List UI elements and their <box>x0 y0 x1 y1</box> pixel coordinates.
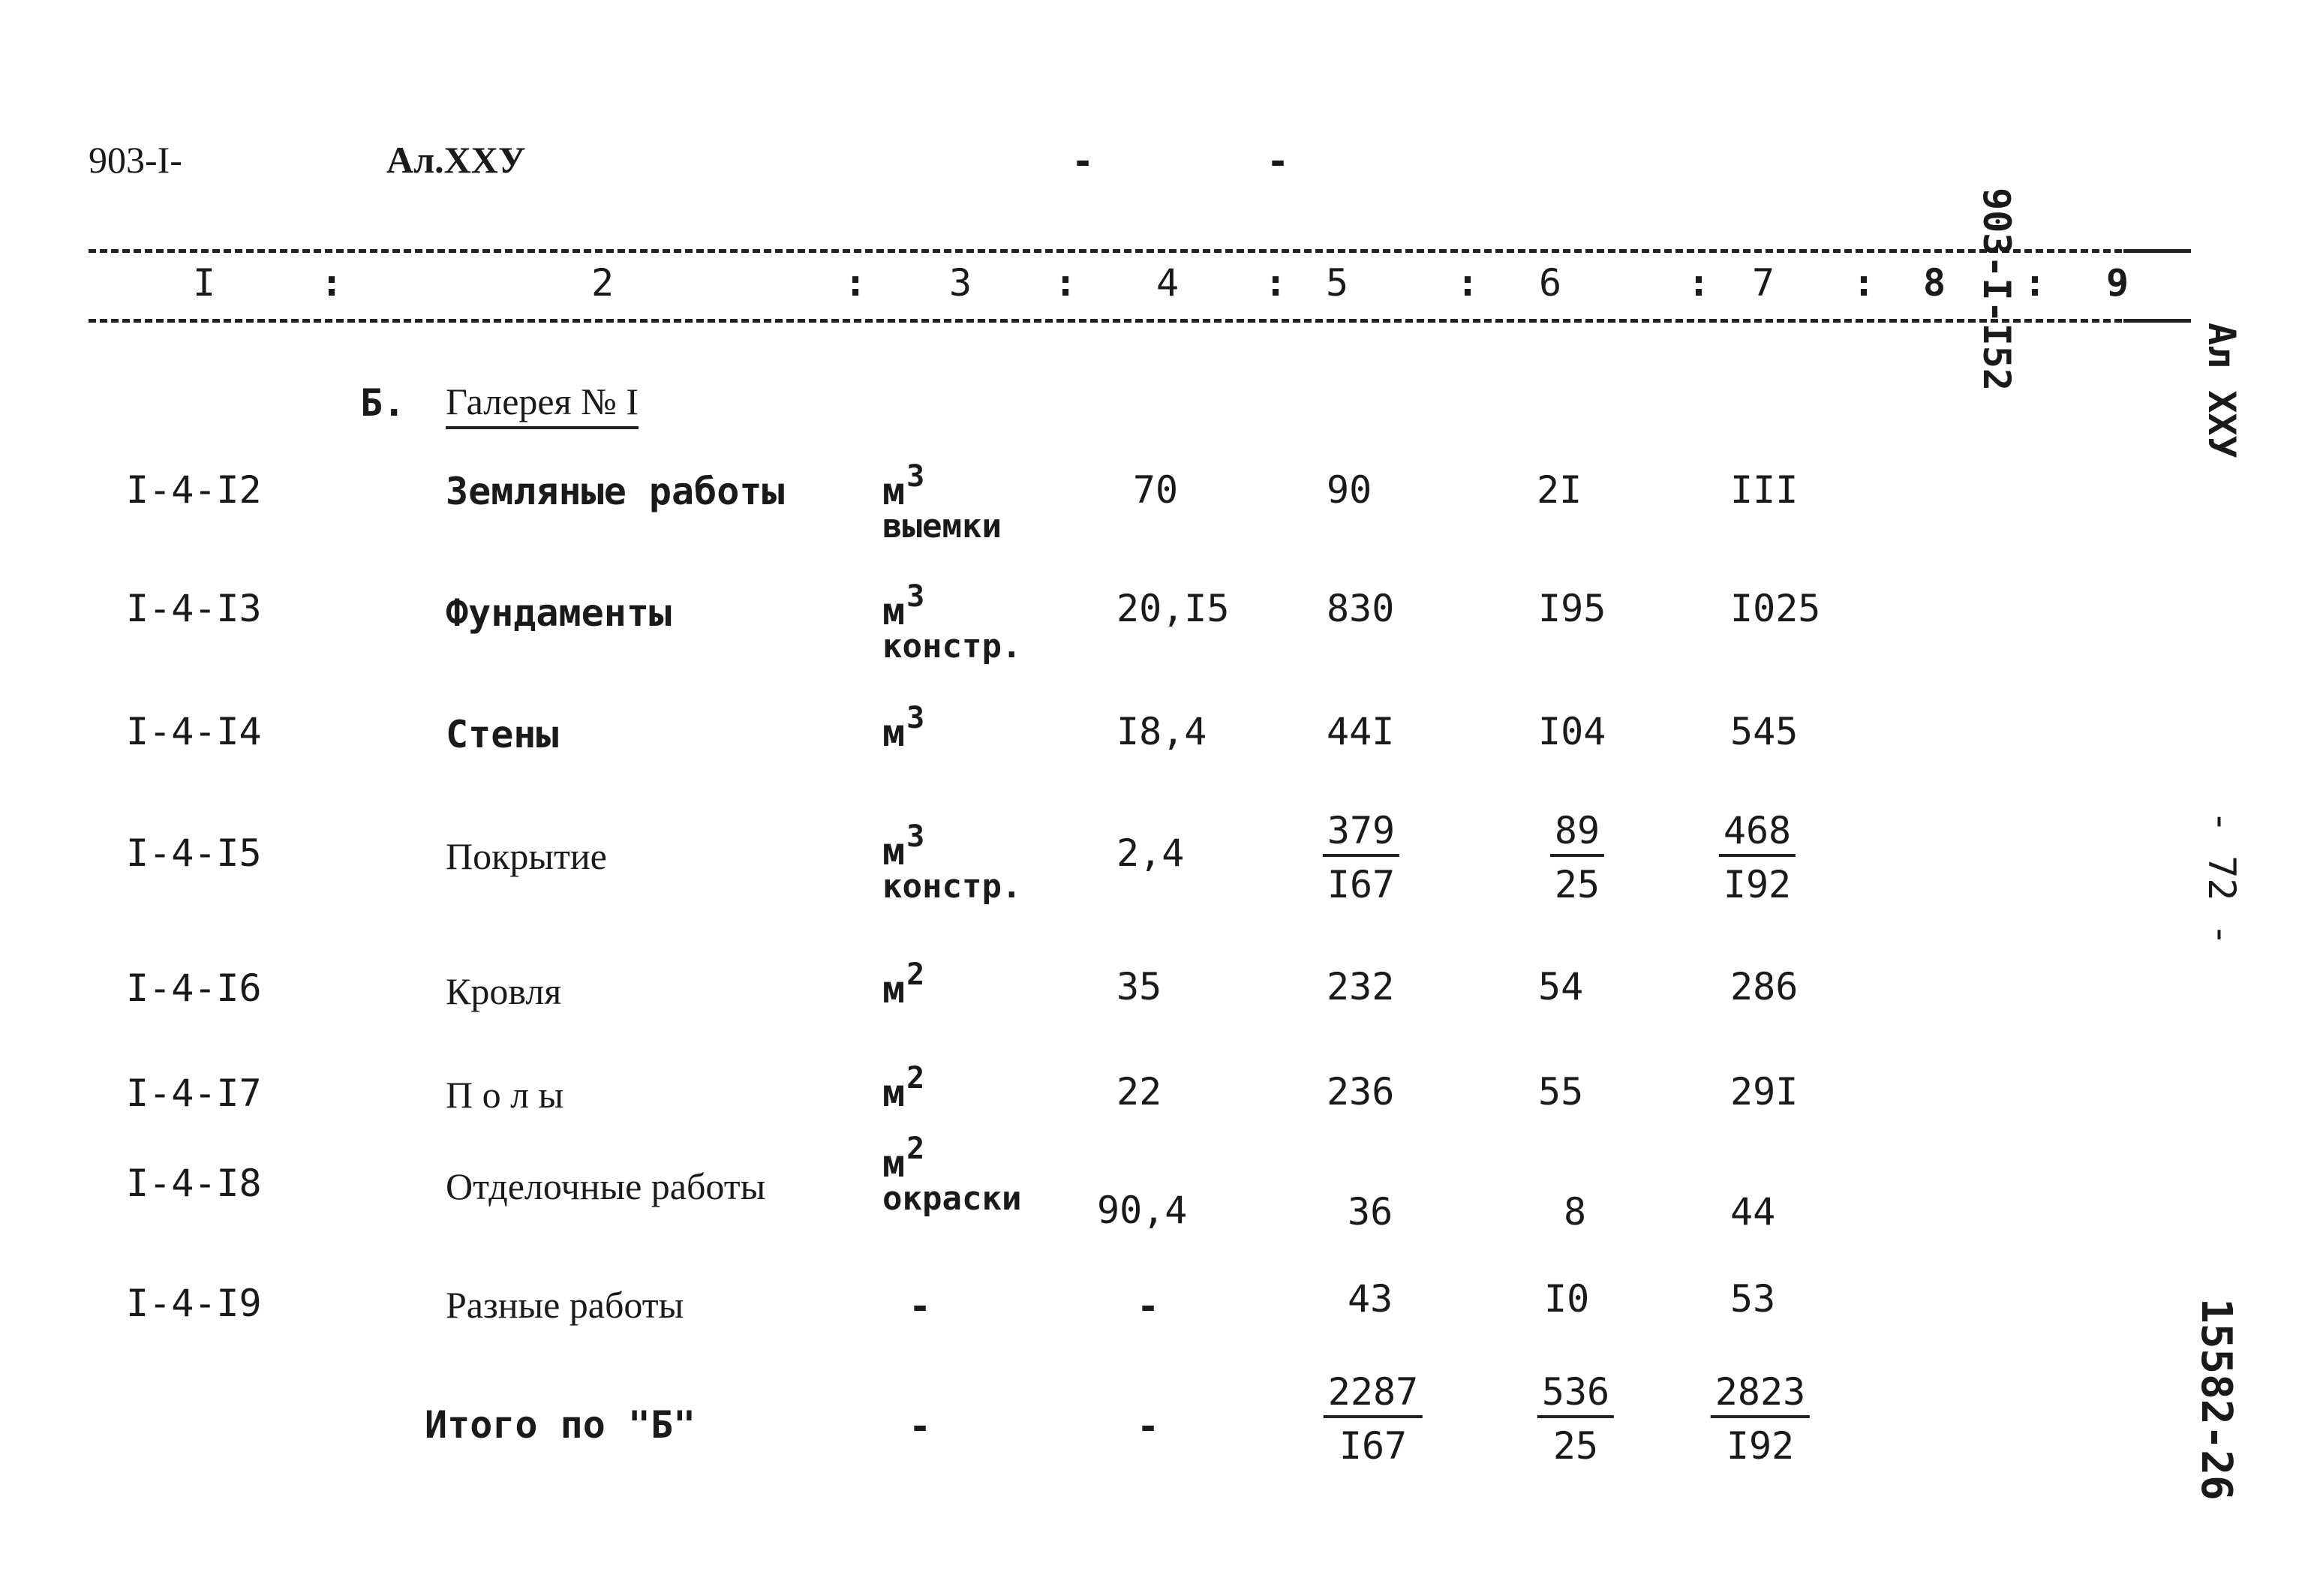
row-cost-6: I95 <box>1538 587 1606 630</box>
row-name: Отделочные работы <box>446 1165 766 1207</box>
row-unit: $м^3$ выемки <box>882 459 1002 546</box>
page-number: - 72 - <box>2200 810 2243 946</box>
row-cost-6: I0 <box>1544 1277 1590 1321</box>
col-separator: : <box>1053 261 1077 305</box>
col-separator: : <box>1264 261 1288 305</box>
header-rule-top-end <box>2123 249 2191 253</box>
col-separator: : <box>1852 261 1876 305</box>
row-unit: $м^3$ констр. <box>882 579 1022 666</box>
col-header-7: 7 <box>1751 261 1775 305</box>
row-code: I-4-I2 <box>126 468 262 512</box>
row-name: Покрытие <box>446 835 607 877</box>
row-cost-6: I04 <box>1538 710 1606 753</box>
row-cost-6: $\frac{89}{25}$ <box>1550 812 1604 903</box>
row-name: Стены <box>446 713 559 756</box>
row-name: Фундаменты <box>446 591 672 635</box>
header-rule-bottom <box>89 319 2167 323</box>
row-cost-5: 232 <box>1327 965 1395 1008</box>
row-cost-5: 830 <box>1327 587 1395 630</box>
row-cost-7: $\frac{468}{I92}$ <box>1719 812 1796 903</box>
row-cost-7: 286 <box>1730 965 1799 1008</box>
sheet-code: 15582-26 <box>2192 1298 2240 1501</box>
album-label: Ал.XXУ <box>386 139 526 181</box>
col-separator: : <box>1456 261 1480 305</box>
row-qty: 90,4 <box>1097 1189 1188 1232</box>
row-qty: - <box>1136 1285 1160 1328</box>
col-header-1: I <box>192 261 216 305</box>
row-name: Разные работы <box>446 1284 684 1326</box>
row-cost-7: 44 <box>1730 1190 1776 1234</box>
section-letter: Б. <box>360 381 406 425</box>
row-qty: 35 <box>1116 965 1162 1008</box>
row-cost-5: $\frac{379}{I67}$ <box>1323 812 1399 903</box>
total-label: Итого по "Б" <box>425 1403 696 1447</box>
col-header-8: 8 <box>1922 261 1946 305</box>
row-cost-5: 43 <box>1348 1277 1393 1321</box>
row-cost-6: 55 <box>1538 1070 1584 1114</box>
header-dash-1: - <box>1071 140 1095 183</box>
col-separator: : <box>2023 261 2047 305</box>
col-header-6: 6 <box>1538 261 1562 305</box>
row-cost-6: 8 <box>1564 1190 1587 1234</box>
doc-code: 903-I- <box>89 139 182 181</box>
col-header-3: 3 <box>948 261 972 305</box>
col-separator: : <box>320 261 344 305</box>
col-header-5: 5 <box>1325 261 1349 305</box>
col-header-9: 9 <box>2105 261 2129 305</box>
row-qty: 70 <box>1132 468 1179 512</box>
row-unit: $м^2$ <box>882 957 925 1011</box>
row-unit: $м^2$ <box>882 1061 925 1115</box>
row-unit: $м^3$ <box>882 701 925 755</box>
total-cost-5: $\frac{2287}{I67}$ <box>1324 1373 1423 1465</box>
row-code: I-4-I5 <box>126 831 262 875</box>
header-rule-top <box>89 249 2167 253</box>
row-unit: - <box>908 1285 932 1328</box>
row-code: I-4-I8 <box>126 1162 262 1205</box>
total-cost-6: $\frac{536}{25}$ <box>1537 1373 1614 1465</box>
margin-top-code: 903-I-I52 <box>1975 188 2018 391</box>
section-title: Галерея № I <box>446 383 639 429</box>
row-qty: 20,I5 <box>1116 587 1230 630</box>
row-qty: 2,4 <box>1116 831 1185 875</box>
col-separator: : <box>843 261 867 305</box>
col-header-4: 4 <box>1156 261 1180 305</box>
row-code: I-4-I6 <box>126 966 262 1010</box>
row-cost-5: 236 <box>1327 1070 1395 1114</box>
row-cost-6: 54 <box>1538 965 1584 1008</box>
header-rule-bottom-end <box>2123 319 2191 323</box>
row-code: I-4-I3 <box>126 587 262 630</box>
row-unit: $м^2$ окраски <box>882 1132 1022 1218</box>
row-cost-5: 36 <box>1348 1190 1393 1234</box>
total-unit: - <box>908 1405 932 1448</box>
row-code: I-4-I4 <box>126 710 262 753</box>
row-cost-7: 545 <box>1730 710 1799 753</box>
row-cost-7: III <box>1730 468 1799 512</box>
total-qty: - <box>1136 1405 1160 1448</box>
row-unit: $м^3$ констр. <box>882 819 1022 906</box>
margin-album-note: Ал XXУ <box>2200 323 2243 458</box>
row-qty: 22 <box>1116 1070 1162 1114</box>
row-name: П о л ы <box>446 1074 564 1116</box>
row-qty: I8,4 <box>1116 710 1207 753</box>
row-cost-7: 29I <box>1730 1070 1799 1114</box>
col-separator: : <box>1687 261 1711 305</box>
row-code: I-4-I9 <box>126 1282 262 1325</box>
total-cost-7: $\frac{2823}{I92}$ <box>1711 1373 1810 1465</box>
header-dash-2: - <box>1267 140 1290 183</box>
row-cost-7: 53 <box>1730 1277 1776 1321</box>
row-cost-5: 44I <box>1327 710 1395 753</box>
row-cost-7: I025 <box>1730 587 1821 630</box>
col-header-2: 2 <box>591 261 615 305</box>
row-name: Кровля <box>446 970 562 1012</box>
row-code: I-4-I7 <box>126 1072 262 1115</box>
row-cost-5: 90 <box>1327 468 1372 512</box>
row-cost-6: 2I <box>1537 468 1582 512</box>
row-name: Земляные работы <box>446 470 785 513</box>
